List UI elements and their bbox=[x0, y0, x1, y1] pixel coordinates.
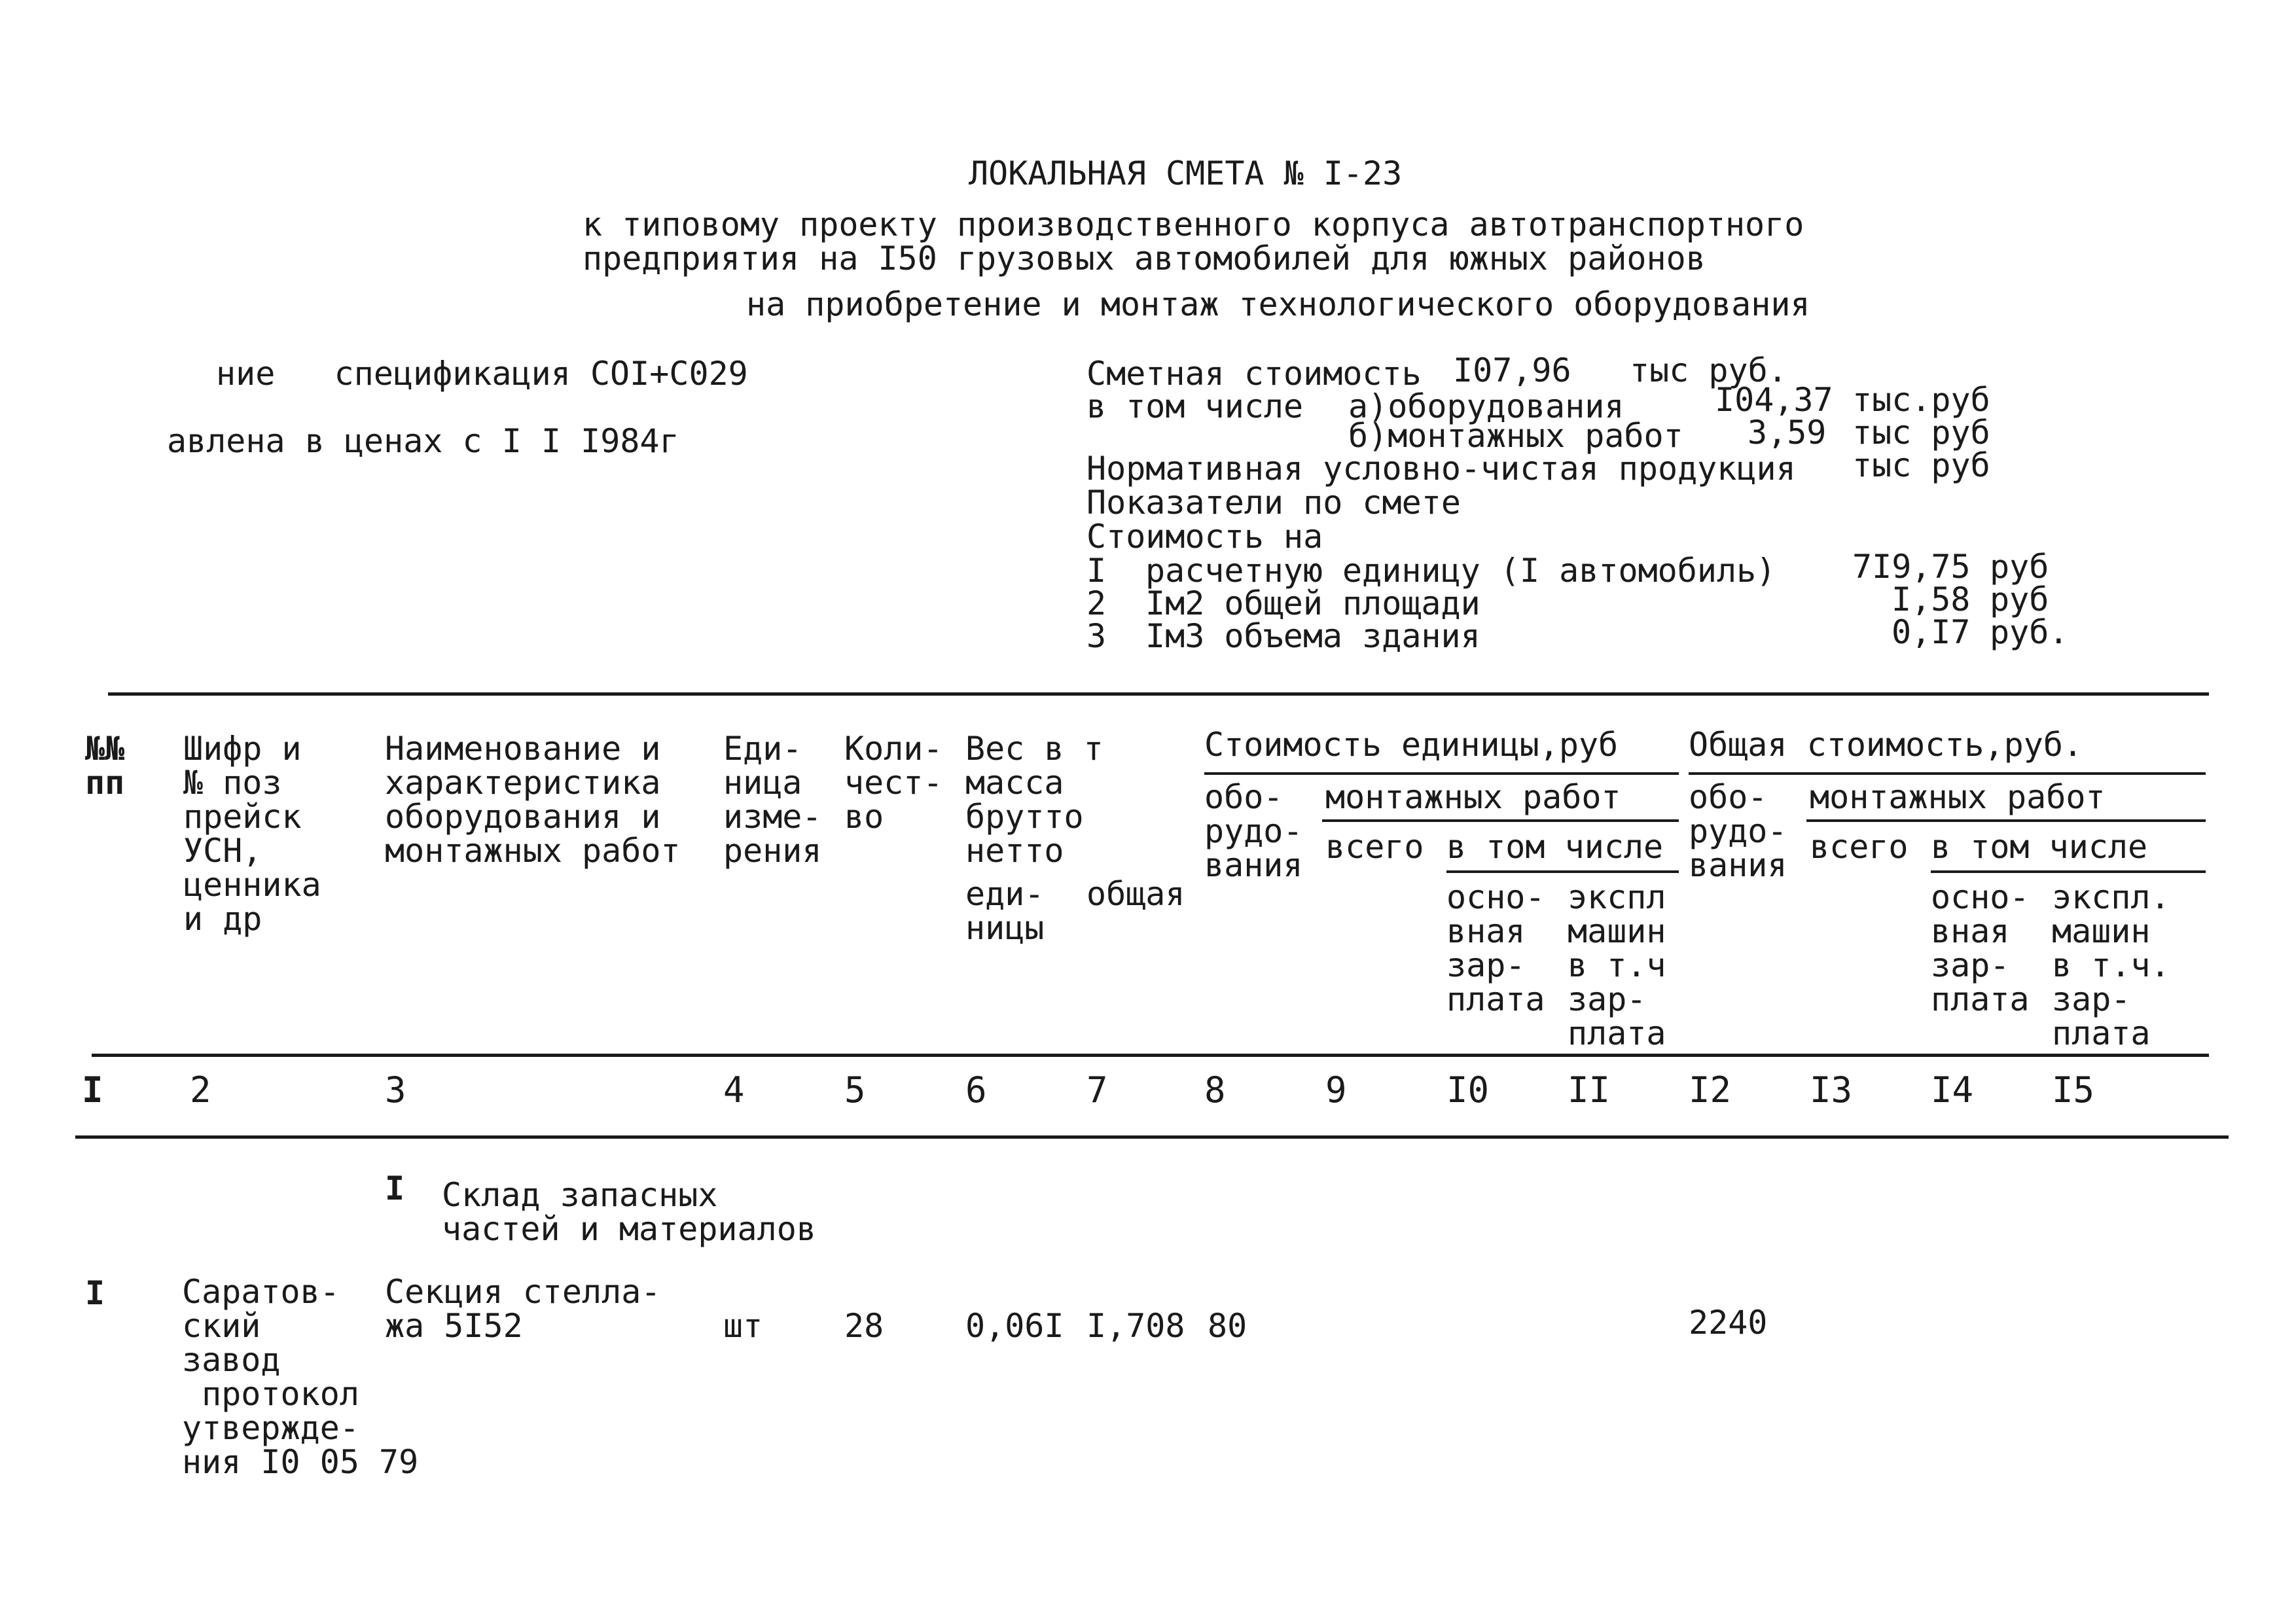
row-weight-total: I,708 bbox=[1086, 1307, 1185, 1345]
column-number-1: I bbox=[82, 1069, 103, 1111]
summary-a-value: I04,37 bbox=[1715, 381, 1833, 419]
title-line-3: на приобретение и монтаж технологического оборудования bbox=[746, 285, 1810, 323]
summary-b-value: 3,59 bbox=[1748, 414, 1827, 452]
summary-cost-per-label: Стоимость на bbox=[1086, 518, 1323, 556]
col-header-weight-total: общая bbox=[1086, 875, 1185, 913]
summary-b-label: б)монтажных работ bbox=[1348, 417, 1683, 455]
section-title: Склад запасных частей и материалов bbox=[442, 1176, 816, 1248]
col-header-unit-cost: Стоимость единицы,руб bbox=[1204, 726, 1619, 764]
title-line-2: предприятия на I50 грузовых автомобилей для южных районов bbox=[583, 240, 1706, 277]
column-number-11: II bbox=[1568, 1069, 1611, 1111]
summary-incl-label: в том числе bbox=[1086, 387, 1304, 425]
summary-a-label: а)оборудования bbox=[1348, 387, 1624, 425]
summary-item-unit-2: руб bbox=[1990, 580, 2049, 618]
col-header-equip-total: обо- рудо- вания bbox=[1689, 778, 1787, 884]
summary-cost-value: I07,96 bbox=[1453, 351, 1571, 389]
summary-item-num-2: 2 bbox=[1086, 584, 1107, 622]
col-header-code: Шифр и № поз прейск УСН, ценника и др bbox=[183, 730, 321, 938]
col-header-incl-unit: в том числе bbox=[1446, 828, 1664, 866]
col-header-total-cost: Общая стоимость,руб. bbox=[1689, 726, 2083, 764]
unit-cost-rule bbox=[1204, 772, 1679, 775]
summary-a-unit: тыс.руб bbox=[1852, 381, 1990, 419]
column-number-15: I5 bbox=[2052, 1069, 2095, 1111]
table-top-rule bbox=[108, 692, 2209, 696]
col-header-total-total: всего bbox=[1810, 828, 1909, 866]
row-number: I bbox=[85, 1274, 105, 1312]
col-header-qty: Коли- чест- во bbox=[844, 730, 943, 836]
row-weight-unit: 0,06I bbox=[965, 1307, 1064, 1345]
basis-line-1: ние спецификация COI+C029 bbox=[216, 355, 748, 393]
col-header-weight: Вес в т масса брутто нетто bbox=[965, 730, 1103, 870]
col-header-basic-wage-unit: осно- вная зар- плата bbox=[1446, 878, 1545, 1018]
summary-item-value-2: I,58 bbox=[1892, 580, 1971, 618]
row-unit: шт bbox=[723, 1307, 763, 1345]
summary-item-unit-1: руб bbox=[1990, 548, 2049, 586]
summary-item-num-3: 3 bbox=[1086, 617, 1107, 655]
col-header-num: №№ пп bbox=[85, 730, 125, 802]
col-header-basic-wage-total: осно- вная зар- плата bbox=[1931, 878, 2030, 1018]
col-header-mount-unit: монтажных работ bbox=[1325, 778, 1621, 816]
header-bottom-rule bbox=[92, 1054, 2209, 1057]
mount-total-rule bbox=[1806, 819, 2206, 822]
document-title: ЛОКАЛЬНАЯ СМЕТА № I-23 bbox=[969, 154, 1403, 192]
col-header-unit: Еди- ница изме- рения bbox=[723, 730, 822, 870]
column-number-8: 8 bbox=[1204, 1069, 1226, 1111]
column-number-9: 9 bbox=[1325, 1069, 1347, 1111]
column-number-14: I4 bbox=[1931, 1069, 1974, 1111]
mount-unit-rule bbox=[1322, 819, 1679, 822]
column-number-5: 5 bbox=[844, 1069, 866, 1111]
summary-item-label-1: расчетную единицу (I автомобиль) bbox=[1145, 552, 1776, 590]
column-number-13: I3 bbox=[1810, 1069, 1853, 1111]
column-number-4: 4 bbox=[723, 1069, 745, 1111]
summary-norm-unit: тыс руб bbox=[1852, 446, 1990, 484]
summary-item-unit-3: руб. bbox=[1990, 613, 2069, 651]
incl-total-rule bbox=[1931, 870, 2206, 873]
section-number: I bbox=[385, 1169, 405, 1207]
column-number-3: 3 bbox=[385, 1069, 406, 1111]
row-equip-unit-cost: 80 bbox=[1208, 1307, 1247, 1345]
column-number-6: 6 bbox=[965, 1069, 987, 1111]
row-name: Секция стелла- жа 5I52 bbox=[385, 1273, 661, 1345]
col-header-incl-total: в том числе bbox=[1931, 828, 2148, 866]
col-header-weight-unit: еди- ницы bbox=[965, 875, 1045, 947]
summary-b-unit: тыс руб bbox=[1852, 414, 1990, 452]
column-number-rule bbox=[75, 1135, 2229, 1139]
column-number-10: I0 bbox=[1446, 1069, 1490, 1111]
incl-unit-rule bbox=[1446, 870, 1679, 873]
summary-item-num-1: I bbox=[1086, 552, 1107, 590]
col-header-name: Наименование и характеристика оборудования и монтажных работ bbox=[385, 730, 681, 870]
col-header-total-unit: всего bbox=[1325, 828, 1424, 866]
summary-item-value-3: 0,I7 bbox=[1892, 613, 1971, 651]
basis-line-2: авлена в ценах с I I I984г bbox=[167, 422, 679, 460]
row-qty: 28 bbox=[844, 1307, 884, 1345]
col-header-equip-unit: обо- рудо- вания bbox=[1204, 778, 1303, 884]
column-number-12: I2 bbox=[1689, 1069, 1732, 1111]
title-line-1: к типовому проекту производственного корпуса автотранспортного bbox=[583, 205, 1804, 243]
column-number-2: 2 bbox=[190, 1069, 211, 1111]
summary-norm-label: Нормативная условно-чистая продукция bbox=[1086, 450, 1796, 488]
summary-item-label-2: Iм2 общей площади bbox=[1145, 584, 1480, 622]
col-header-machines-unit: экспл машин в т.ч зар- плата bbox=[1568, 878, 1666, 1052]
row-code: Саратов- ский завод протокол утвержде- ния I0 05 79 bbox=[182, 1273, 419, 1481]
row-equip-total-cost: 2240 bbox=[1689, 1304, 1768, 1342]
column-number-7: 7 bbox=[1086, 1069, 1108, 1111]
col-header-machines-total: экспл. машин в т.ч. зар- плата bbox=[2052, 878, 2170, 1052]
col-header-mount-total: монтажных работ bbox=[1810, 778, 2106, 816]
total-cost-rule bbox=[1689, 772, 2206, 775]
summary-item-label-3: Iм3 объема здания bbox=[1145, 617, 1480, 655]
summary-indicators-label: Показатели по смете bbox=[1086, 484, 1461, 522]
summary-item-value-1: 7I9,75 bbox=[1852, 548, 1971, 586]
summary-cost-unit: тыс руб. bbox=[1630, 351, 1787, 389]
summary-cost-label: Сметная стоимость bbox=[1086, 355, 1422, 393]
